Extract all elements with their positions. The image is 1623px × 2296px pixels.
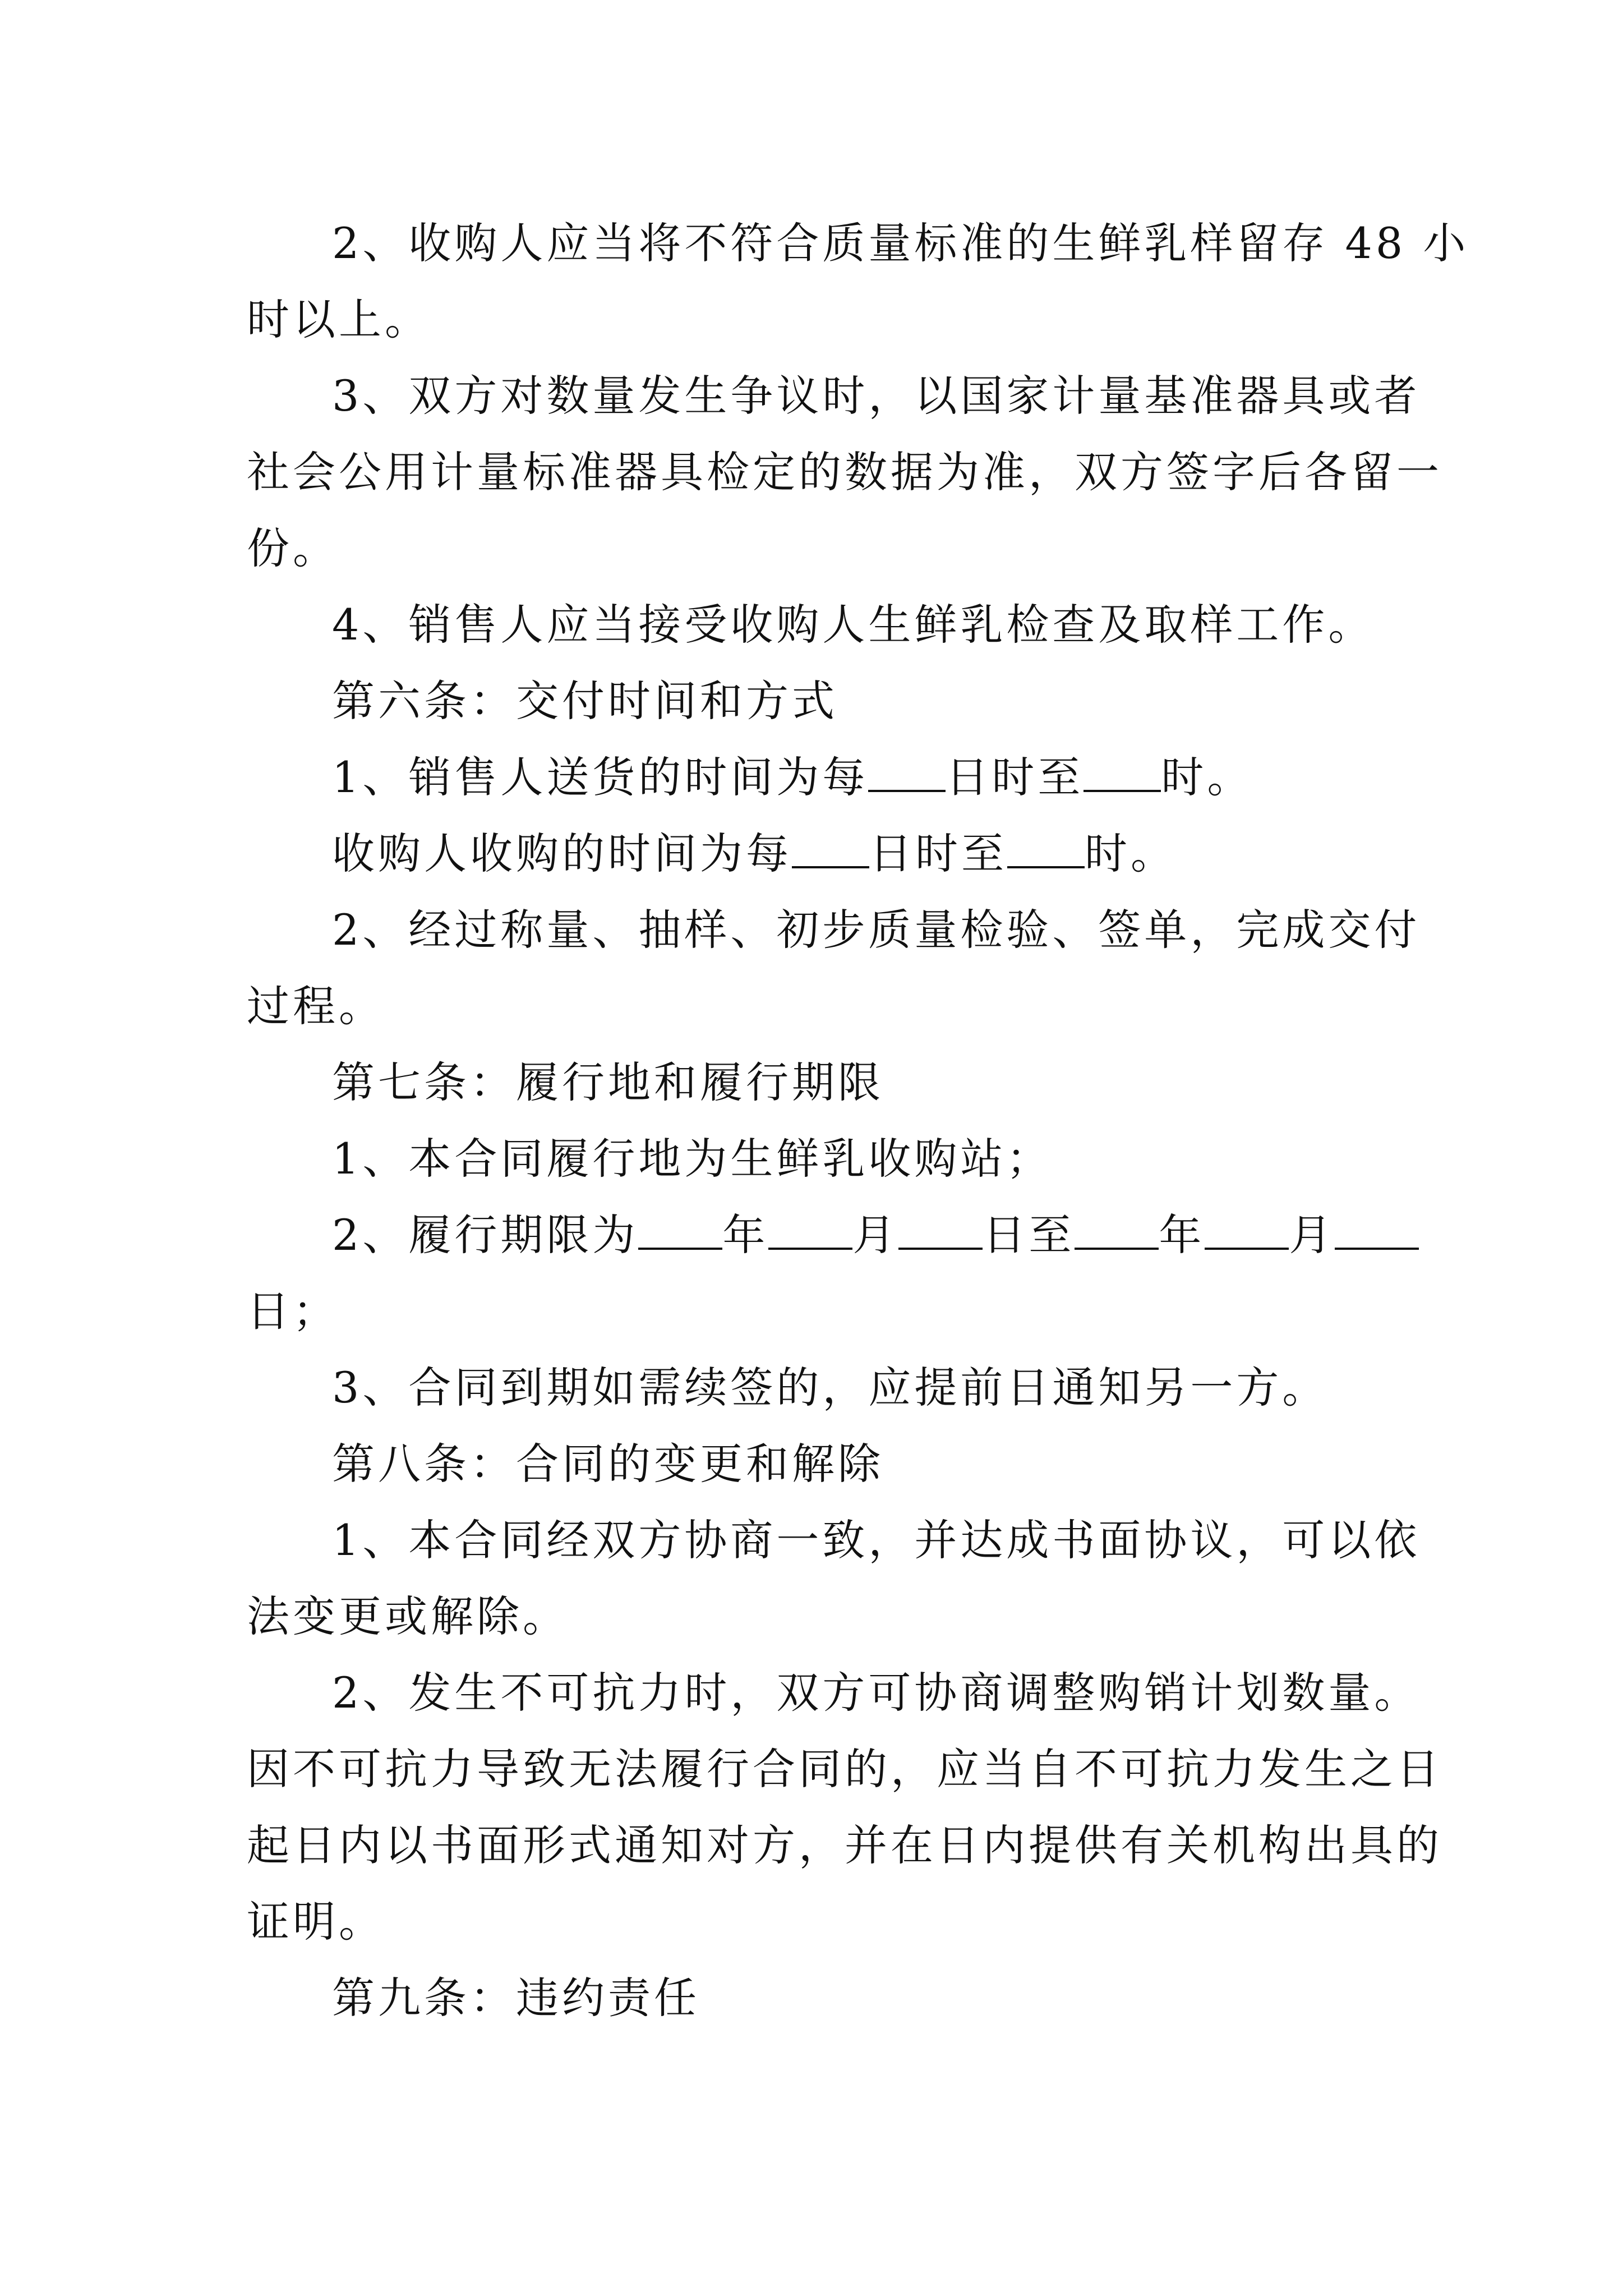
fill-in-blank bbox=[768, 1207, 852, 1250]
fill-in-blank bbox=[1335, 1207, 1419, 1250]
article-heading: 第六条：交付时间和方式 bbox=[332, 676, 838, 726]
heading-article-8 bbox=[247, 1426, 1385, 1502]
article-heading: 第七条：履行地和履行期限 bbox=[332, 1057, 884, 1107]
paragraph-inspection bbox=[247, 587, 1385, 663]
paragraph-performance-period-end bbox=[247, 1273, 1385, 1350]
paragraph-line: 证明。 bbox=[247, 1897, 385, 1947]
heading-article-7 bbox=[247, 1045, 1385, 1121]
paragraph-sample-retention bbox=[247, 205, 1469, 358]
fill-in-blank bbox=[1205, 1207, 1289, 1250]
text-segment: 年 bbox=[1159, 1210, 1205, 1260]
paragraph-delivery-process bbox=[247, 892, 1421, 1045]
paragraph-line: 4、销售人应当接受收购人生鲜乳检查及取样工作。 bbox=[332, 600, 1375, 650]
paragraph-line: 时以上。 bbox=[247, 295, 431, 344]
paragraph-force-majeure bbox=[247, 1655, 1442, 1960]
text-segment: 收购人收购的时间为每 bbox=[332, 829, 792, 878]
paragraph-line: 法变更或解除。 bbox=[247, 1591, 569, 1641]
text-segment: 1、销售人送货的时间为每 bbox=[332, 752, 869, 802]
fill-in-blank bbox=[792, 826, 869, 868]
paragraph-line: 过程。 bbox=[247, 981, 385, 1031]
text-segment: 月 bbox=[1289, 1210, 1335, 1260]
fill-in-blank bbox=[898, 1207, 983, 1250]
text-segment: 日时至 bbox=[946, 752, 1084, 802]
text-segment: 年 bbox=[722, 1210, 769, 1260]
paragraph-performance-place bbox=[247, 1121, 1385, 1197]
text-segment: 月 bbox=[852, 1210, 899, 1260]
paragraph-line: 2、经过称量、抽样、初步质量检验、签单，完成交付 bbox=[332, 905, 1421, 955]
paragraph-renewal bbox=[247, 1350, 1385, 1426]
paragraph-delivery-time bbox=[247, 739, 1385, 816]
paragraph-modification bbox=[247, 1502, 1421, 1655]
heading-article-6 bbox=[247, 663, 1385, 739]
article-heading: 第八条：合同的变更和解除 bbox=[332, 1439, 884, 1489]
paragraph-line: 份。 bbox=[247, 523, 339, 573]
text-segment: 时。 bbox=[1085, 829, 1177, 878]
paragraph-line: 因不可抗力导致无法履行合同的，应当自不可抗力发生之日 bbox=[247, 1744, 1442, 1794]
paragraph-line: 2、收购人应当将不符合质量标准的生鲜乳样留存 48 小 bbox=[332, 218, 1469, 268]
paragraph-line: 社会公用计量标准器具检定的数据为准，双方签字后各留一 bbox=[247, 447, 1442, 497]
text-segment: 日时至 bbox=[869, 829, 1007, 878]
text-segment: 日； bbox=[247, 1286, 339, 1336]
heading-article-9 bbox=[247, 1960, 1385, 2036]
paragraph-line: 1、本合同经双方协商一致，并达成书面协议，可以依 bbox=[332, 1515, 1421, 1565]
paragraph-purchase-time bbox=[247, 816, 1385, 892]
paragraph-line: 3、合同到期如需续签的，应提前日通知另一方。 bbox=[332, 1363, 1329, 1412]
text-segment: 2、履行期限为 bbox=[332, 1210, 639, 1260]
fill-in-blank bbox=[868, 749, 946, 792]
paragraph-line: 起日内以书面形式通知对方，并在日内提供有关机构出具的 bbox=[247, 1820, 1442, 1870]
fill-in-blank bbox=[1075, 1207, 1159, 1250]
paragraph-line: 3、双方对数量发生争议时，以国家计量基准器具或者 bbox=[332, 371, 1421, 421]
contract-body bbox=[247, 205, 1469, 2036]
paragraph-line: 1、本合同履行地为生鲜乳收购站； bbox=[332, 1134, 1053, 1184]
fill-in-blank bbox=[638, 1207, 722, 1250]
fill-in-blank bbox=[1083, 749, 1161, 792]
text-segment: 时。 bbox=[1161, 752, 1253, 802]
paragraph-line: 2、发生不可抗力时，双方可协商调整购销计划数量。 bbox=[332, 1668, 1421, 1718]
paragraph-quantity-dispute bbox=[247, 358, 1442, 587]
paragraph-performance-period bbox=[247, 1197, 1385, 1273]
article-heading: 第九条：违约责任 bbox=[332, 1973, 700, 2023]
fill-in-blank bbox=[1007, 826, 1085, 868]
text-segment: 日至 bbox=[983, 1210, 1075, 1260]
